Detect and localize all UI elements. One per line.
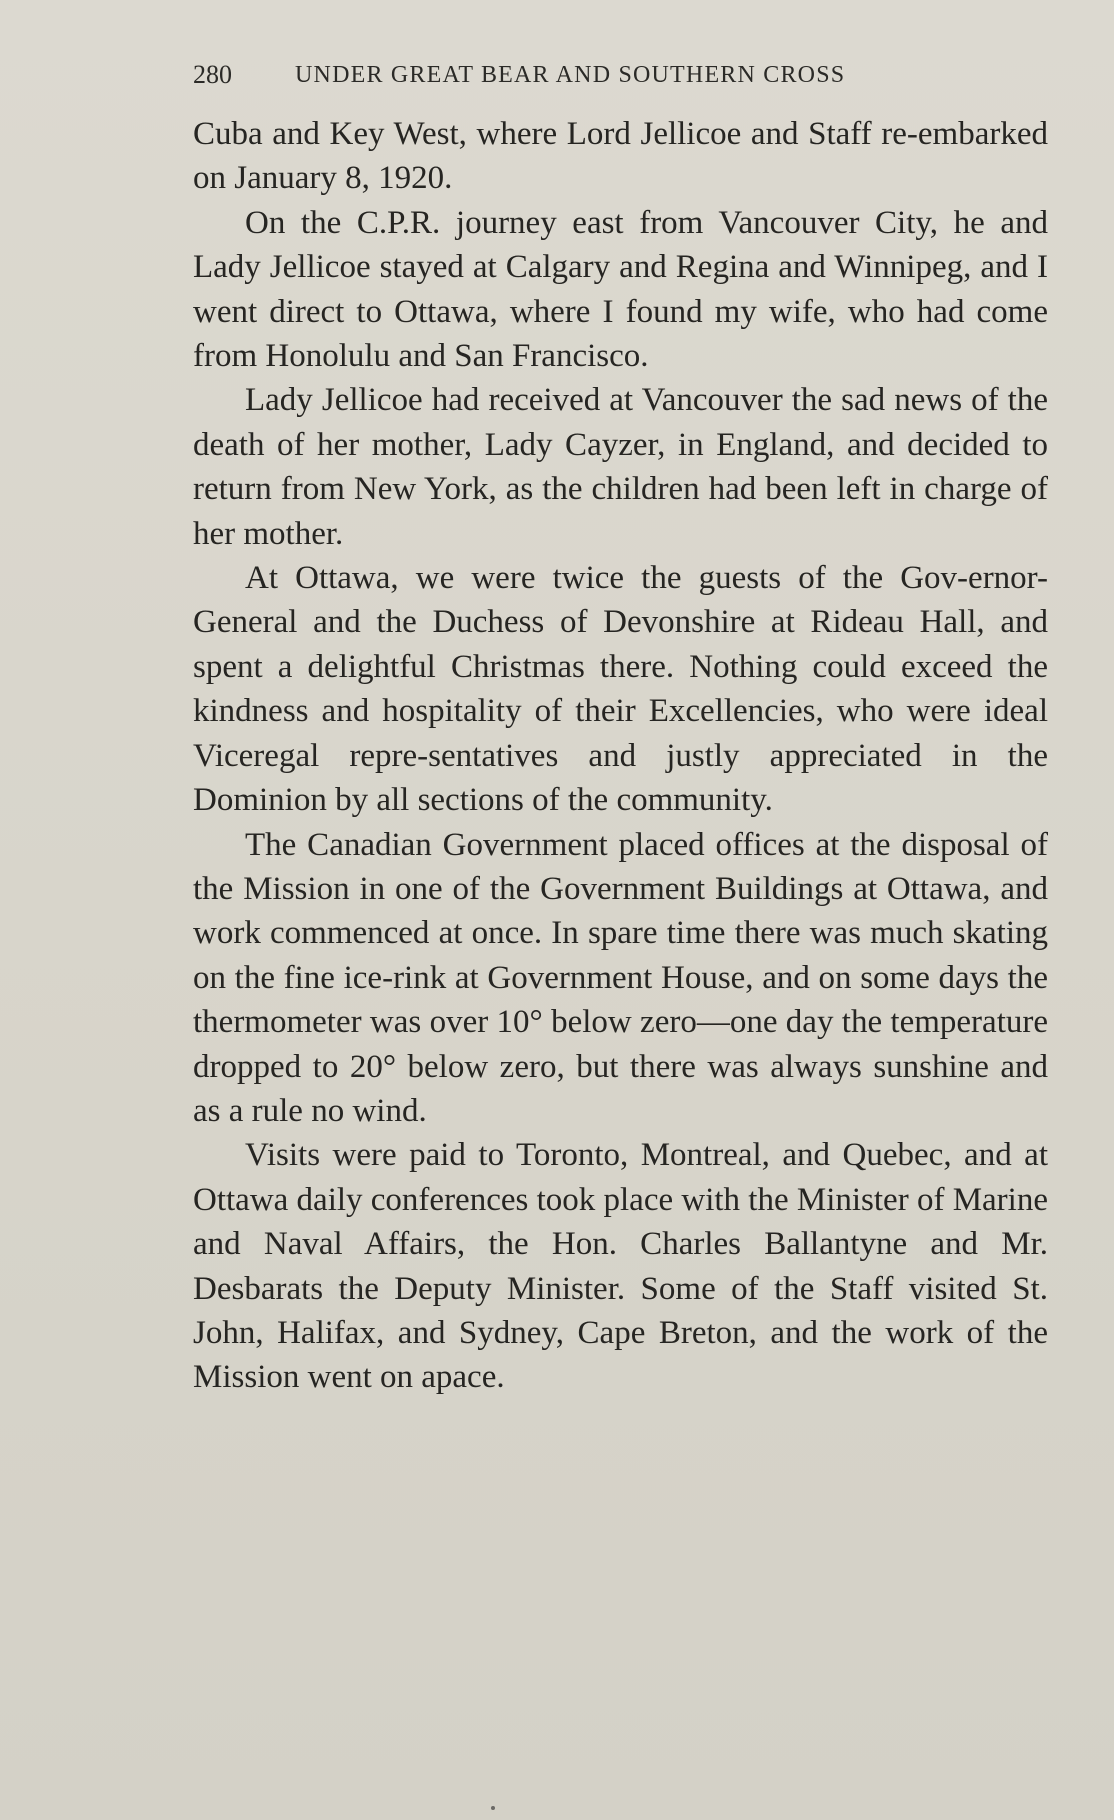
paragraph-1: Cuba and Key West, where Lord Jellicoe and Staff re-embarked on January 8, 1920. [193, 116, 1048, 197]
page-number: 280 [193, 60, 232, 89]
paragraph-6: Visits were paid to Toronto, Montreal, and Quebec, and at Ottawa daily conferences took place with the Minister of Marine and Naval Affairs, the Hon. Charles Ballantyne and Mr. Desbarats the Deputy Minister. Some of the Staff visited St. John, Halifax, and Sydney, Cape Breton, and the work of the Mission went on apace. [193, 1137, 1048, 1396]
print-speck [491, 1806, 495, 1810]
paragraph-3: Lady Jellicoe had received at Vancouver the sad news of the death of her mother, Lady Cayzer, in England, and decided to return from New York, as the children had been left in charge of her mother. [193, 382, 1048, 552]
page-header [193, 60, 953, 96]
paragraph-4: At Ottawa, we were twice the guests of the Gov-ernor-General and the Duchess of Devonshire at Rideau Hall, and spent a delightful Christmas there. Nothing could exceed the kindness and hospitality of their Excellencies, who were ideal Viceregal repre-sentatives and justly appreciated in the Dominion by all sections of the community. [193, 560, 1048, 819]
paragraph-2: On the C.P.R. journey east from Vancouver City, he and Lady Jellicoe stayed at Calgary and Regina and Winnipeg, and I went direct to Ottawa, where I found my wife, who had come from Honolulu and San Francisco. [193, 204, 1048, 375]
paragraph-5: The Canadian Government placed offices at the disposal of the Mission in one of the Government Buildings at Ottawa, and work commenced at once. In spare time there was much skating on the fine ice-rink at Government House, and on some days the thermometer was over 10° below zero—one day the temperature dropped to 20° below zero, but there was always sunshine and as a rule no wind. [193, 826, 1048, 1129]
body-text [193, 112, 1048, 1400]
running-head: UNDER GREAT BEAR AND SOUTHERN CROSS [295, 62, 846, 88]
